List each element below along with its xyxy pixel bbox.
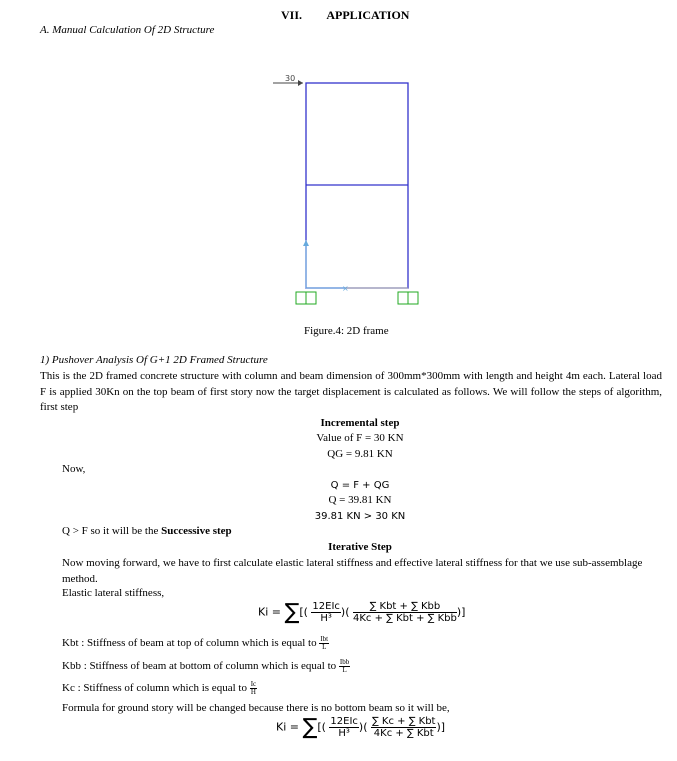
q-line-2: Q = 39.81 KN xyxy=(328,494,392,506)
y-axis-head xyxy=(303,240,309,246)
formula-2-frac-1: 12EIc H³ xyxy=(330,716,358,739)
successive-statement xyxy=(62,525,232,537)
sum-icon: ∑ xyxy=(302,715,318,740)
kbt-fraction: $\frac{\text{Ibt}}{L}$ xyxy=(320,635,329,651)
iterative-paragraph: Now moving forward, we have to first calculate elastic lateral stiffness and effective lateral stiffness for that we use sub-assemblage method. xyxy=(62,557,643,585)
incremental-heading: Incremental step xyxy=(320,417,400,429)
successive-prefix: Q > F so it will be the xyxy=(62,525,162,537)
formula-2: Ki = ∑[( 12EIc H³ )( ∑ Kc + ∑ Kbt 4Kc + ∑ Kbt )] xyxy=(276,715,446,740)
elastic-label: Elastic lateral stiffness, xyxy=(62,587,165,599)
kc-fraction: $\frac{Ic}{H}$ xyxy=(250,680,257,696)
section-title: APPLICATION xyxy=(326,8,410,22)
formula-2-frac-2: ∑ Kc + ∑ Kbt 4Kc + ∑ Kbt xyxy=(372,716,436,739)
formula-1: Ki = ∑[( 12EIc H³ )( ∑ Kbt + ∑ Kbb 4Kc + ∑ Kbt + ∑ Kbb )] xyxy=(258,600,466,625)
subsection-1-title: 1) Pushover Analysis Of G+1 2D Framed Structure xyxy=(40,354,268,366)
kc-definition: Kc : Stiffness of column which is equal to $\frac{Ic}{H}$ xyxy=(62,680,257,696)
load-arrow-head xyxy=(298,80,303,86)
formula-2-lhs: Ki xyxy=(276,720,287,734)
formula-1-frac-1: 12EIc H³ xyxy=(312,601,340,624)
section-heading xyxy=(281,8,409,23)
kbt-definition: Kbt : Stiffness of beam at top of column which is equal to $\frac{\text{Ibt}}{L}$ xyxy=(62,635,329,651)
formula-1-lhs: Ki xyxy=(258,605,269,619)
section-number: VII. xyxy=(281,8,303,22)
x-axis-cross: × xyxy=(342,284,349,293)
intro-paragraph: This is the 2D framed concrete structure with column and beam dimension of 300mm*300mm with length and height 4m each. Lateral load F is applied 30Kn on the top beam of first story now the target displacement is calculated as follows. We will follow the steps of algorithm, first step xyxy=(40,370,662,413)
q-line-1: Q = F + QG xyxy=(330,480,390,491)
q-line-3: 39.81 KN > 30 KN xyxy=(314,511,406,522)
successive-bold: Successive step xyxy=(161,525,232,537)
kbb-fraction: $\frac{\text{Ibb}}{L}$ xyxy=(339,658,350,674)
ground-story-text: Formula for ground story will be changed because there is no bottom beam so it will be, xyxy=(62,702,450,714)
load-label: 30 xyxy=(285,74,296,83)
frame-figure xyxy=(265,70,425,310)
formula-1-frac-2: ∑ Kbt + ∑ Kbb 4Kc + ∑ Kbt + ∑ Kbb xyxy=(353,601,457,624)
kbb-definition: Kbb : Stiffness of beam at bottom of column which is equal to $\frac{\text{Ibb}}{L}$ xyxy=(62,658,350,674)
now-label: Now, xyxy=(62,463,86,475)
incremental-line-1: Value of F = 30 KN xyxy=(316,432,404,444)
figure-caption: Figure.4: 2D frame xyxy=(304,325,389,337)
iterative-heading: Iterative Step xyxy=(328,541,392,553)
subsection-a-title: A. Manual Calculation Of 2D Structure xyxy=(40,24,215,36)
sum-icon: ∑ xyxy=(284,600,300,625)
incremental-line-2: QG = 9.81 KN xyxy=(327,448,393,460)
